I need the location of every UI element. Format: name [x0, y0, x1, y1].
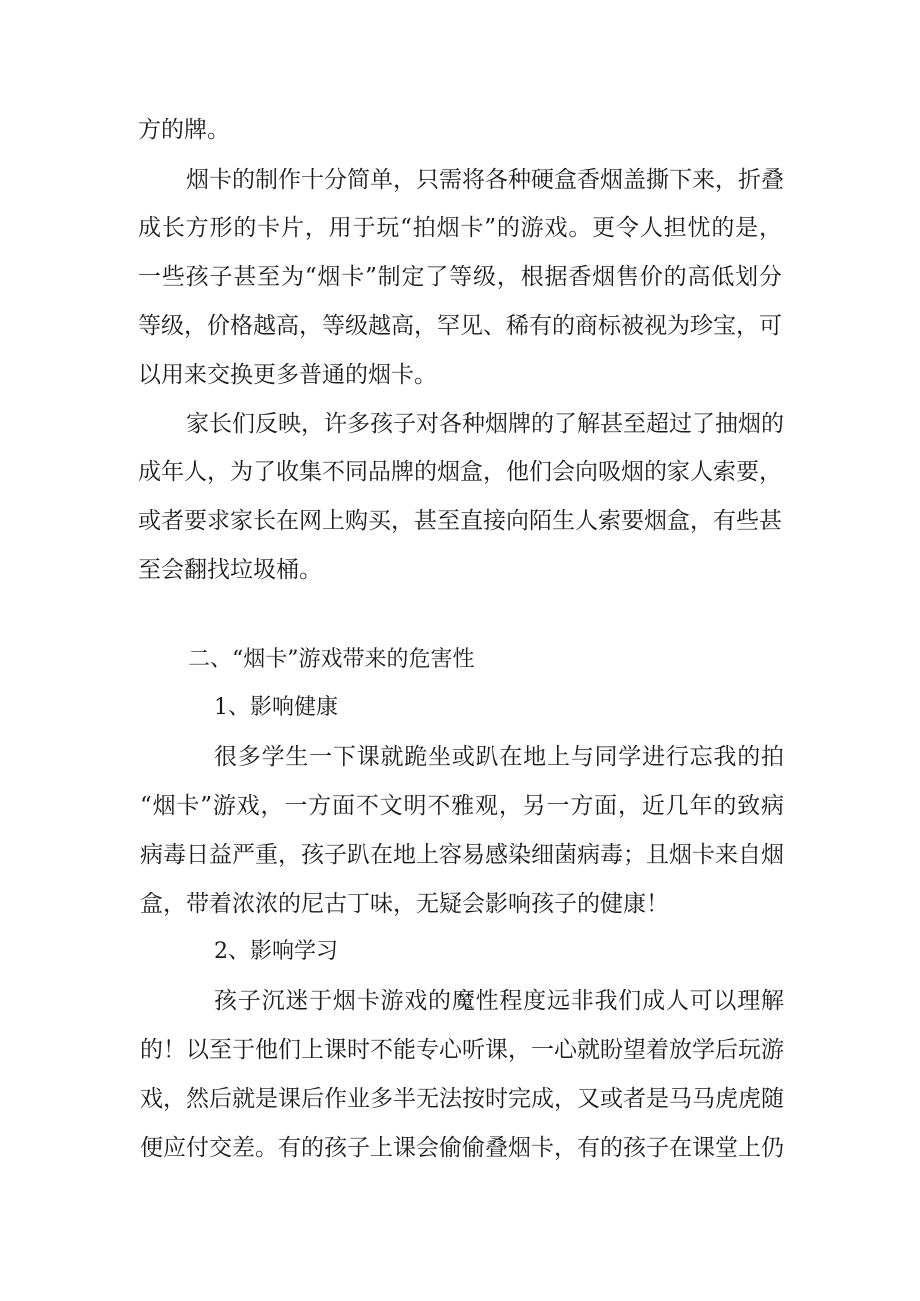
paragraph-health-line: 很多学生一下课就跪坐或趴在地上与同学进行忘我的拍	[214, 744, 784, 770]
paragraph-health-line: “烟卡”游戏，一方面不文明不雅观，另一方面，近几年的致病	[140, 793, 784, 819]
paragraph-card-making-line: 等级，价格越高，等级越高，罕见、稀有的商标被视为珍宝，可	[138, 313, 782, 339]
paragraph-card-making-line: 成长方形的卡片，用于玩“拍烟卡”的游戏。更令人担忧的是，	[138, 215, 782, 241]
paragraph-parents-line: 或者要求家长在网上购买，甚至直接向陌生人索要烟盒，有些甚	[138, 508, 782, 534]
section-two-heading: 二、“烟卡”游戏带来的危害性	[188, 647, 475, 672]
paragraph-study-line: 戏，然后就是课后作业多半无法按时完成，又或者是马马虎虎随	[140, 1086, 784, 1112]
paragraph-parents-line: 成年人，为了收集不同品牌的烟盒，他们会向吸烟的家人索要，	[138, 459, 782, 485]
paragraph-study-line: 便应付交差。有的孩子上课会偷偷叠烟卡，有的孩子在课堂上仍	[140, 1135, 784, 1161]
paragraph-health-line: 病毒日益严重，孩子趴在地上容易感染细菌病毒；且烟卡来自烟	[140, 842, 784, 868]
sub-two-heading: 2、影响学习	[214, 939, 338, 964]
paragraph-health-line: 盒，带着浓浓的尼古丁味，无疑会影响孩子的健康！	[140, 891, 669, 917]
paragraph-study-line: 孩子沉迷于烟卡游戏的魔性程度远非我们成人可以理解	[214, 988, 784, 1014]
paragraph-intro-tail: 方的牌。	[138, 117, 230, 143]
paragraph-card-making-line: 一些孩子甚至为“烟卡”制定了等级，根据香烟售价的高低划分	[138, 264, 782, 290]
paragraph-study-line: 的！以至于他们上课时不能专心听课，一心就盼望着放学后玩游	[140, 1037, 784, 1063]
paragraph-card-making-line: 烟卡的制作十分简单，只需将各种硬盒香烟盖撕下来，折叠	[186, 167, 784, 193]
sub-one-heading: 1、影响健康	[214, 695, 338, 720]
paragraph-parents-line: 家长们反映，许多孩子对各种烟牌的了解甚至超过了抽烟的	[186, 411, 784, 437]
paragraph-card-making-line: 以用来交换更多普通的烟卡。	[138, 362, 437, 388]
paragraph-parents-line: 至会翻找垃圾桶。	[138, 557, 322, 583]
